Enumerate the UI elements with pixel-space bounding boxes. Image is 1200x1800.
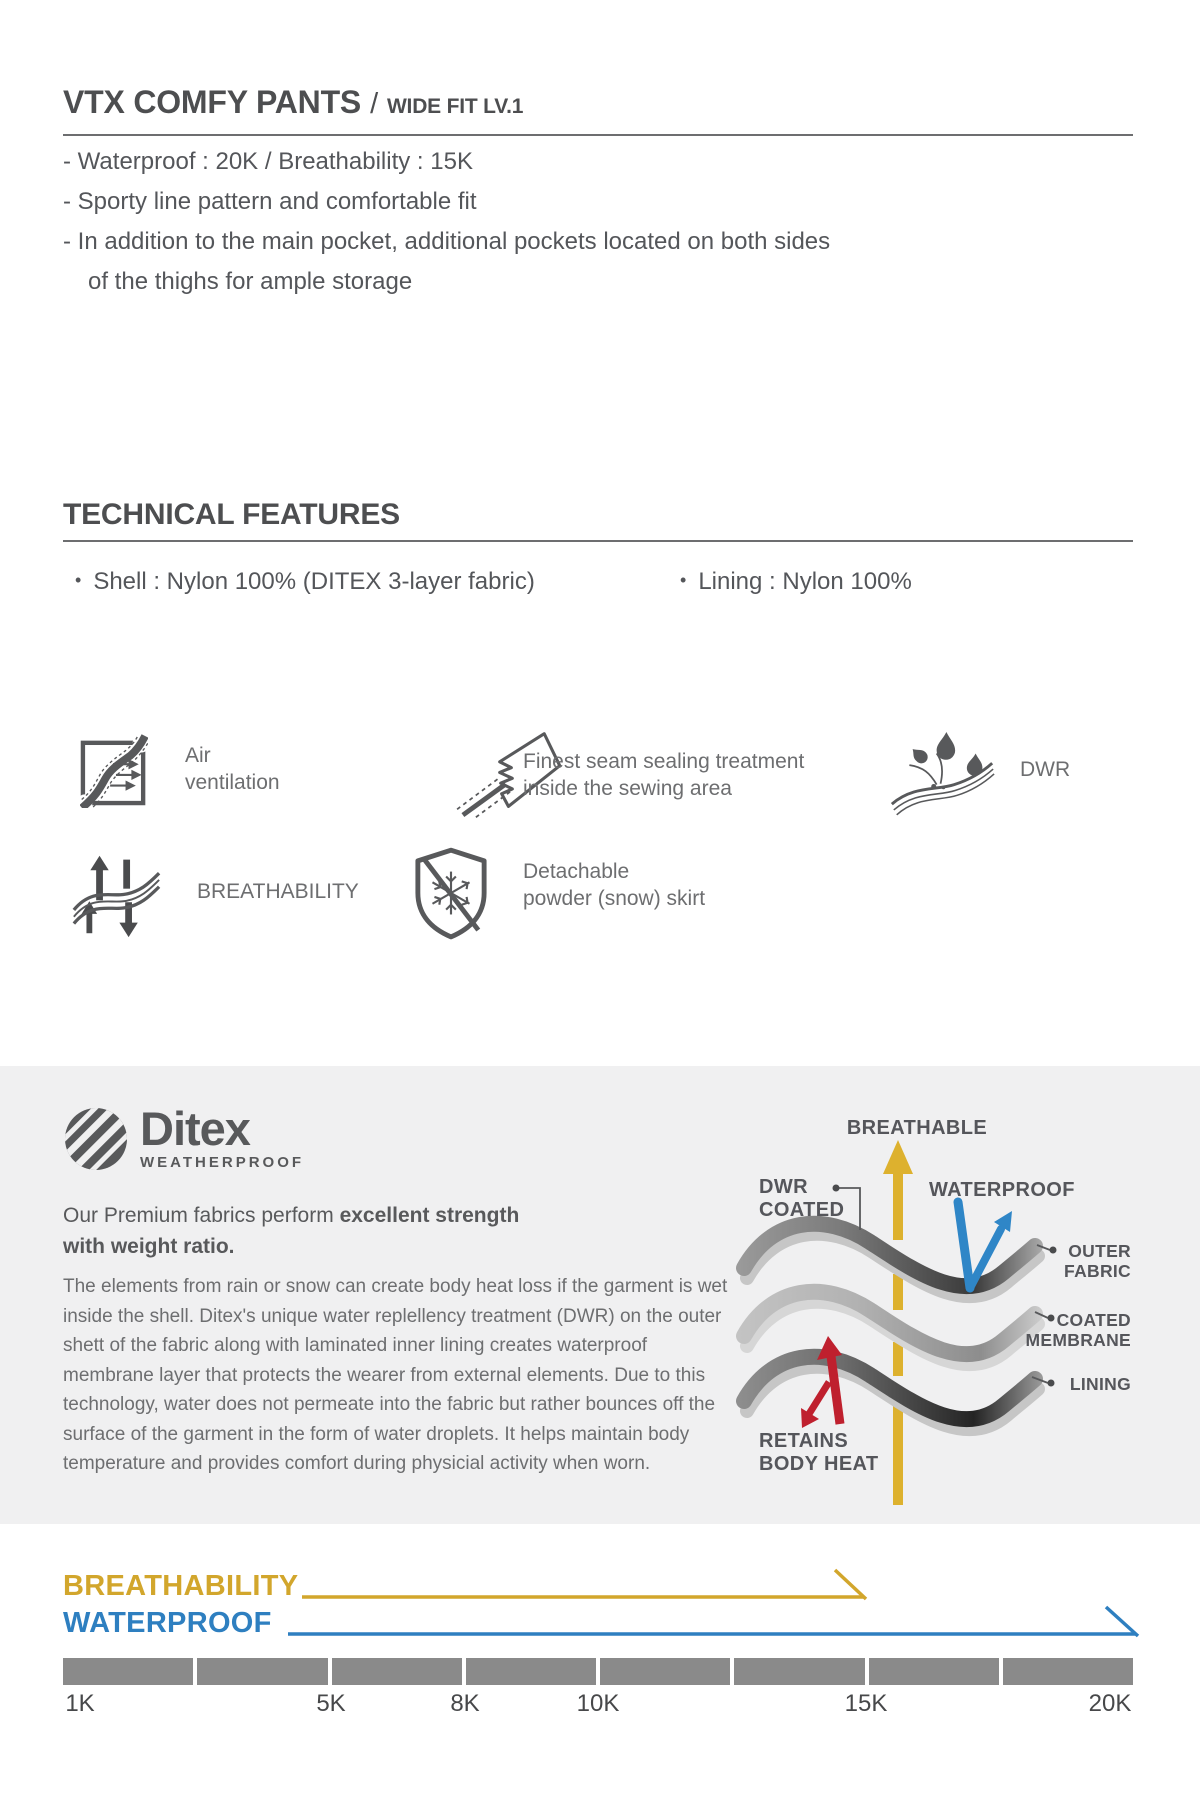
- title-separator: /: [370, 88, 378, 120]
- feature-label-seam: Finest seam sealing treatment inside the sewing area: [523, 750, 805, 800]
- label-outer-1: OUTER: [1068, 1241, 1131, 1261]
- label-dwr-coated-1: DWR: [759, 1176, 808, 1198]
- feature-label-powder-skirt: Detachable powder (snow) skirt: [523, 860, 706, 910]
- ditex-logo: [63, 1102, 305, 1172]
- spec-lining: • Lining : Nylon 100%: [680, 568, 912, 596]
- bullet-pockets-cont: of the thighs for ample storage: [88, 268, 413, 295]
- label-retains-1: RETAINS: [759, 1430, 849, 1452]
- label-membrane-2: MEMBRANE: [1025, 1330, 1131, 1350]
- title-divider: [63, 134, 1133, 136]
- layer-lining: [744, 1357, 1038, 1429]
- tick-15k: 15K: [844, 1690, 888, 1717]
- tick-5k: 5K: [316, 1690, 346, 1717]
- waterproof-scale-arrow: [288, 1607, 1138, 1636]
- fabric-layers-diagram: [732, 1090, 1144, 1520]
- ditex-lead: Our Premium fabrics perform excellent strength with weight ratio.: [63, 1204, 520, 1258]
- label-retains-2: BODY HEAT: [759, 1453, 879, 1475]
- label-outer-2: FABRIC: [1064, 1261, 1131, 1281]
- bullet-pattern: - Sporty line pattern and comfortable fit: [63, 188, 477, 215]
- product-name: VTX COMFY PANTS: [63, 84, 362, 120]
- ditex-brand-name: Ditex: [140, 1102, 250, 1155]
- technical-features-heading: TECHNICAL FEATURES: [63, 498, 400, 531]
- technical-divider: [63, 540, 1133, 542]
- tick-10k: 10K: [576, 1690, 620, 1717]
- bar-segment: [1003, 1658, 1133, 1685]
- bullet-waterproof: - Waterproof : 20K / Breathability : 15K: [63, 148, 473, 175]
- scale-breathability-label: BREATHABILITY: [63, 1570, 299, 1602]
- feature-label-dwr: DWR: [1020, 758, 1071, 781]
- label-membrane-1: COATED: [1056, 1310, 1131, 1330]
- ditex-tagline: WEATHERPROOF: [140, 1154, 305, 1171]
- bar-segment: [332, 1658, 462, 1685]
- bar-segment: [869, 1658, 999, 1685]
- page-title: [63, 84, 523, 121]
- label-lining: LINING: [1069, 1374, 1131, 1394]
- tick-20k: 20K: [1088, 1690, 1132, 1717]
- bar-segment: [466, 1658, 596, 1685]
- rating-bar: [63, 1658, 1133, 1685]
- product-bullet-list: [63, 142, 830, 302]
- breathability-icon: [70, 848, 162, 940]
- breathability-scale-arrow: [302, 1570, 866, 1599]
- label-waterproof: WATERPROOF: [929, 1179, 1075, 1201]
- air-ventilation-icon: [80, 734, 148, 808]
- label-dwr-coated-2: COATED: [759, 1199, 845, 1221]
- bar-segment: [197, 1658, 327, 1685]
- scale-waterproof-label: WATERPROOF: [63, 1607, 272, 1639]
- feature-label-air: Air ventilation: [185, 744, 280, 794]
- bullet-pockets: - In addition to the main pocket, additional pockets located on both sides: [63, 228, 831, 255]
- label-breathable: BREATHABLE: [846, 1117, 988, 1139]
- tick-1k: 1K: [65, 1690, 95, 1717]
- feature-label-breathability: BREATHABILITY: [197, 880, 359, 903]
- dwr-icon: [886, 724, 998, 816]
- spec-shell: • Shell : Nylon 100% (DITEX 3-layer fabric): [75, 568, 535, 596]
- bar-segment: [600, 1658, 730, 1685]
- ditex-brand-text: [140, 1102, 305, 1171]
- tick-8k: 8K: [450, 1690, 480, 1717]
- bar-segment: [734, 1658, 864, 1685]
- ditex-logo-icon: [63, 1106, 129, 1172]
- scale-arrows: [0, 1540, 1200, 1660]
- powder-skirt-icon: [413, 846, 489, 942]
- ditex-body-copy: The elements from rain or snow can create body heat loss if the garment is wet inside the shell. Ditex's unique water replellency treatment (DWR) on the outer shett of the fabric along with laminated inner lining creates waterproof membrane layer that protects the wearer from external elements. Due to this technology, water does not permeate into the fabric but rather bounces off the surface of the garment in the form of water droplets. It helps maintain body temperature and provides comfort during physicial activity when worn.: [63, 1276, 728, 1474]
- fit-level: WIDE FIT LV.1: [386, 95, 524, 118]
- bar-segment: [63, 1658, 193, 1685]
